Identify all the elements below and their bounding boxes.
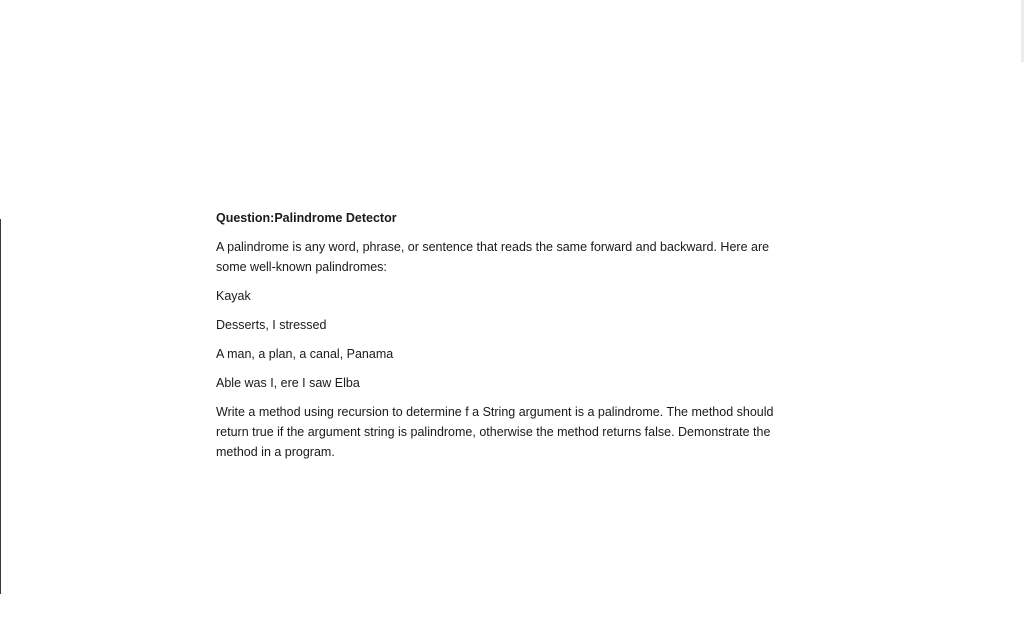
intro-paragraph: A palindrome is any word, phrase, or sentence that reads the same forward and backward. Here are some well-known palindromes: [216,240,770,274]
palindrome-example: Able was I, ere I saw Elba [216,376,360,390]
document-body [216,208,796,471]
instructions-paragraph: Write a method using recursion to determine f a String argument is a palindrome. The method should return true if the argument string is palindrome, otherwise the method returns false. Demonstrate the method in a program. [216,405,774,459]
left-border-line [0,219,1,594]
palindrome-example: A man, a plan, a canal, Panama [216,347,394,361]
question-title: Question:Palindrome Detector [216,211,397,225]
palindrome-example: Desserts, I stressed [216,318,327,332]
palindrome-example: Kayak [216,289,251,303]
